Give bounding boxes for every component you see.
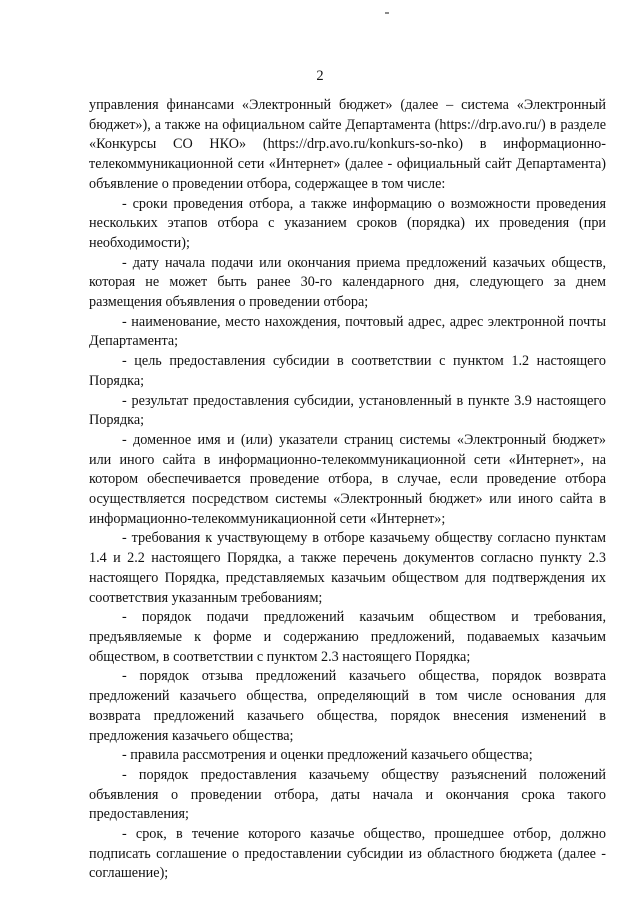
- page-number: 2: [316, 68, 324, 84]
- list-item: - доменное имя и (или) указатели страниц системы «Электронный бюджет» или иного сайта в информационно-телекоммуникационной сети «Интернет», на котором обеспечивается проведение отбора, в случае, если проведение отбора осуществляется посредством системы «Электронный бюджет» или иного сайта в информационно-телекоммуникационной сети «Интернет»;: [89, 431, 606, 527]
- list-item: - правила рассмотрения и оценки предложений казачьего общества;: [122, 747, 533, 764]
- list-item: - наименование, место нахождения, почтовый адрес, адрес электронной почты Департамента;: [89, 313, 606, 350]
- list-item: - сроки проведения отбора, а также информацию о возможности проведения нескольких этапов отбора с указанием сроков (порядка) их проведения (при необходимости);: [89, 195, 606, 251]
- intro-paragraph: управления финансами «Электронный бюджет» (далее – система «Электронный бюджет»), а также на официальном сайте Департамента (https://drp.avo.ru/) в разделе «Конкурсы СО НКО» (https://drp.avo.ru/konkurs-so-nko) в информационно-телекоммуникационной сети «Интернет» (далее - официальный сайт Департамента) объявление о проведении отбора, содержащее в том числе:: [89, 97, 606, 192]
- list-item: - требования к участвующему в отборе казачьему обществу согласно пунктам 1.4 и 2.2 настоящего Порядка, а также перечень документов согласно пункту 2.3 настоящего Порядка, представляемых казачьим обществом для подтверждения их соответствия указанным требованиям;: [89, 530, 606, 606]
- list-item: - порядок подачи предложений казачьим обществом и требования, предъявляемые к форме и содержанию предложений, подаваемых казачьим обществом, в соответствии с пунктом 2.3 настоящего Порядка;: [89, 609, 606, 665]
- list-item: - цель предоставления субсидии в соответствии с пунктом 1.2 настоящего Порядка;: [89, 353, 606, 389]
- scan-artifact: [385, 12, 389, 14]
- list-item: - порядок отзыва предложений казачьего общества, порядок возврата предложений казачьего общества, определяющий в том числе основания для возврата предложений казачьего общества, порядок внесения изменений в предложения казачьего общества;: [89, 668, 606, 744]
- list-item: - порядок предоставления казачьему обществу разъяснений положений объявления о проведении отбора, даты начала и окончания срока такого предоставления;: [89, 766, 606, 823]
- document-body: [89, 96, 606, 884]
- list-item: - дату начала подачи или окончания приема предложений казачьих обществ, которая не может быть ранее 30-го календарного дня, следующего за днем размещения объявления о проведении отбора;: [89, 254, 606, 311]
- list-item: - срок, в течение которого казачье общество, прошедшее отбор, должно подписать соглашение о предоставлении субсидии из областного бюджета (далее - соглашение);: [89, 826, 606, 882]
- list-item: - результат предоставления субсидии, установленный в пункте 3.9 настоящего Порядка;: [89, 392, 606, 429]
